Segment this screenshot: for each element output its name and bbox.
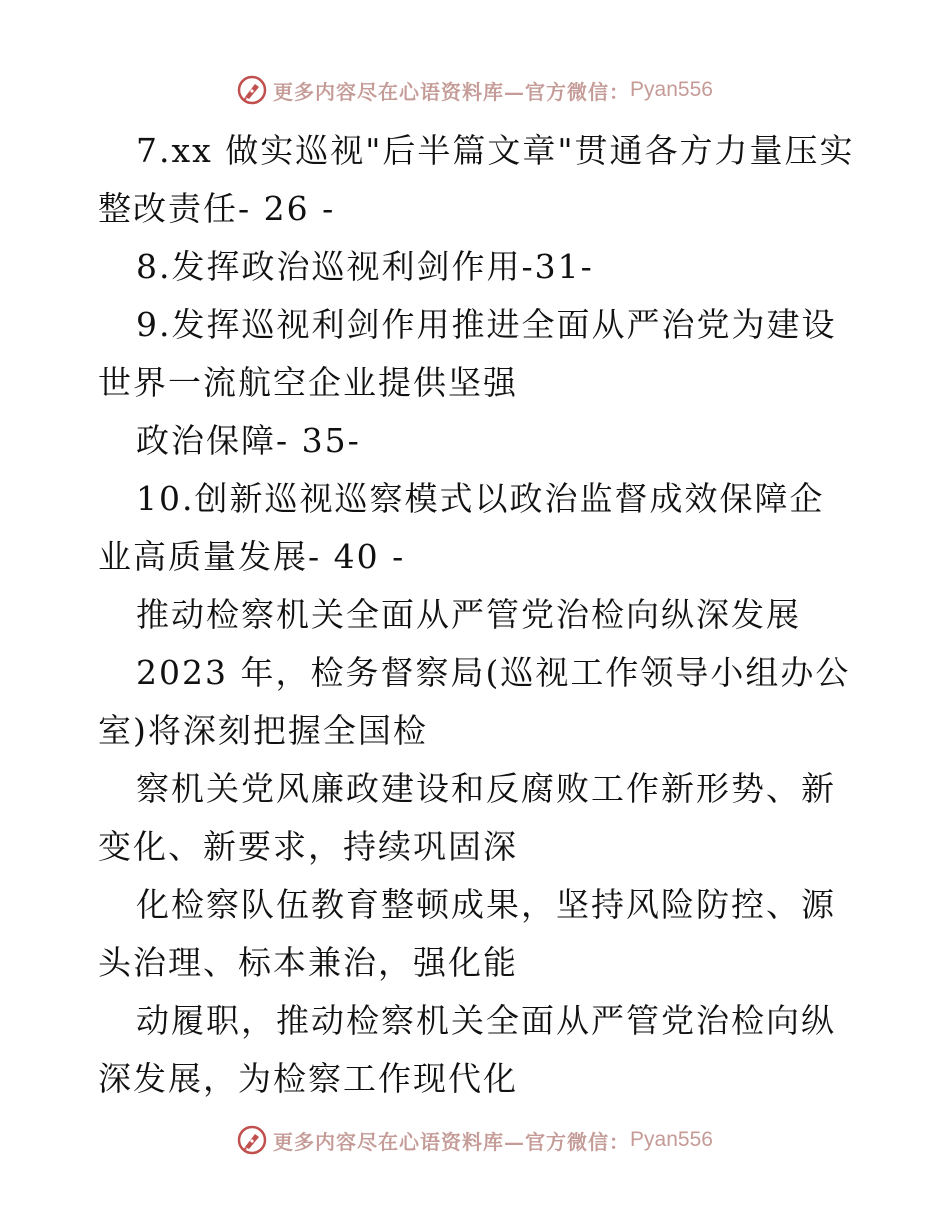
- header-banner-wechat-id: Pyan556: [630, 78, 713, 101]
- header-banner-text: 更多内容尽在心语资料库—官方微信：: [273, 79, 631, 104]
- footer-banner-wechat-id: Pyan556: [630, 1128, 713, 1151]
- footer-banner-text: 更多内容尽在心语资料库—官方微信：: [273, 1129, 631, 1154]
- pen-nib-logo-icon: [237, 75, 267, 105]
- pen-nib-logo-icon: [237, 1125, 267, 1155]
- body-paragraph: 化检察队伍教育整顿成果，坚持风险防控、源头治理、标本兼治，强化能: [98, 885, 836, 982]
- toc-item-10: 10.创新巡视巡察模式以政治监督成效保障企业高质量发展- 40 -: [98, 479, 825, 576]
- body-paragraph: 动履职，推动检察机关全面从严管党治检向纵深发展，为检察工作现代化: [98, 1001, 836, 1098]
- toc-item-9-continued: 政治保障- 35-: [136, 421, 361, 460]
- document-body: [98, 122, 858, 1108]
- article-title: 推动检察机关全面从严管党治检向纵深发展: [136, 595, 801, 634]
- body-paragraph: 察机关党风廉政建设和反腐败工作新形势、新变化、新要求，持续巩固深: [98, 769, 836, 866]
- toc-item-8: 8.发挥政治巡视利剑作用-31-: [136, 247, 594, 286]
- toc-item-9: 9.发挥巡视利剑作用推进全面从严治党为建设世界一流航空企业提供坚强: [98, 305, 837, 402]
- header-watermark-banner: [0, 70, 950, 110]
- body-paragraph: 2023 年，检务督察局(巡视工作领导小组办公室)将深刻把握全国检: [98, 653, 851, 750]
- toc-item-7: 7.xx 做实巡视"后半篇文章"贯通各方力量压实整改责任- 26 -: [98, 131, 855, 228]
- footer-watermark-banner: [0, 1120, 950, 1160]
